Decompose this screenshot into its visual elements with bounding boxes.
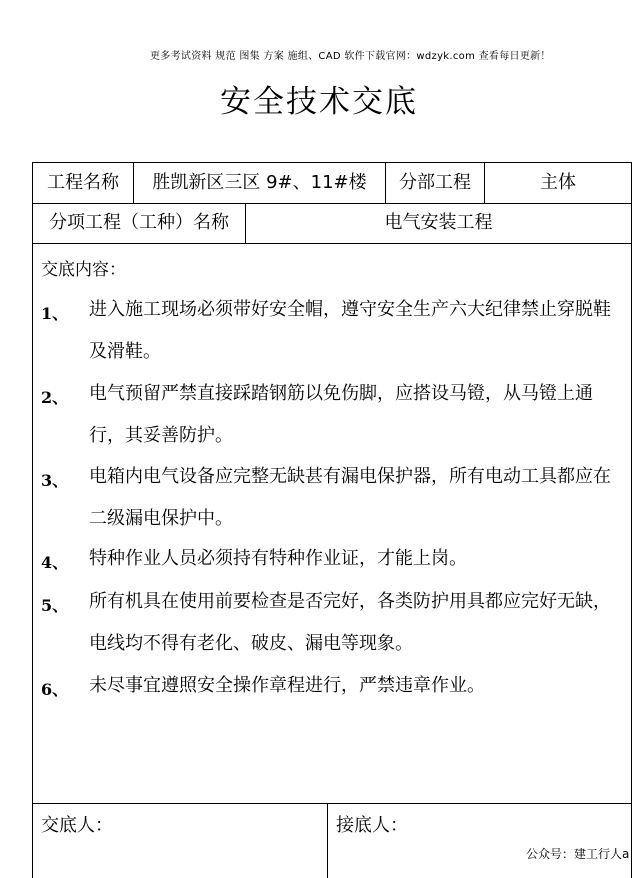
item-text: 电箱内电气设备应完整无缺甚有漏电保护器，所有电动工具都应在二级漏电保护中。 [89,466,611,529]
project-name-label: 工程名称 [47,172,119,193]
disclosure-table [32,162,632,878]
item-number: 4、 [41,553,69,572]
header-note: 更多考试资料 规范 图集 方案 施组、CAD 软件下载官网：wdzyk.com 查看每日更新！ [150,51,551,62]
content-label: 交底内容： [41,260,126,280]
item-text: 进入施工现场必须带好安全帽，遵守安全生产六大纪律禁止穿脱鞋及滑鞋。 [89,299,611,362]
table-rule [33,803,631,804]
item-text: 电气预留严禁直接踩踏钢筋以免伤脚，应搭设马镫，从马镫上通行，其妥善防护。 [89,383,593,446]
disclosure-receiver-label: 接底人： [336,815,408,836]
item-number: 1、 [41,304,69,323]
disclosure-giver-label: 交底人： [41,815,113,836]
table-divider [327,803,328,878]
item-text: 未尽事宜遵照安全操作章程进行，严禁违章作业。 [89,675,485,696]
item-text: 特种作业人员必须持有特种作业证，才能上岗。 [89,548,467,569]
item-name-label: 分项工程（工种）名称 [49,212,229,233]
table-rule [33,243,631,244]
item-number: 6、 [41,680,69,699]
item-name-value: 电气安装工程 [384,212,493,233]
item-text: 所有机具在使用前要检查是否完好，各类防护用具都应完好无缺，电线均不得有老化、破皮、漏电等现象。 [89,591,611,654]
item-number: 5、 [41,596,69,615]
footer-note: 公众号：建工行人a [526,847,630,861]
item-number: 2、 [41,388,69,407]
project-name-value: 胜凯新区三区 9#、11#楼 [152,172,367,193]
item-number: 3、 [41,471,69,490]
page-title: 安全技术交底 [220,84,418,120]
sub-project-label: 分部工程 [399,172,471,193]
sub-project-value: 主体 [540,172,576,193]
